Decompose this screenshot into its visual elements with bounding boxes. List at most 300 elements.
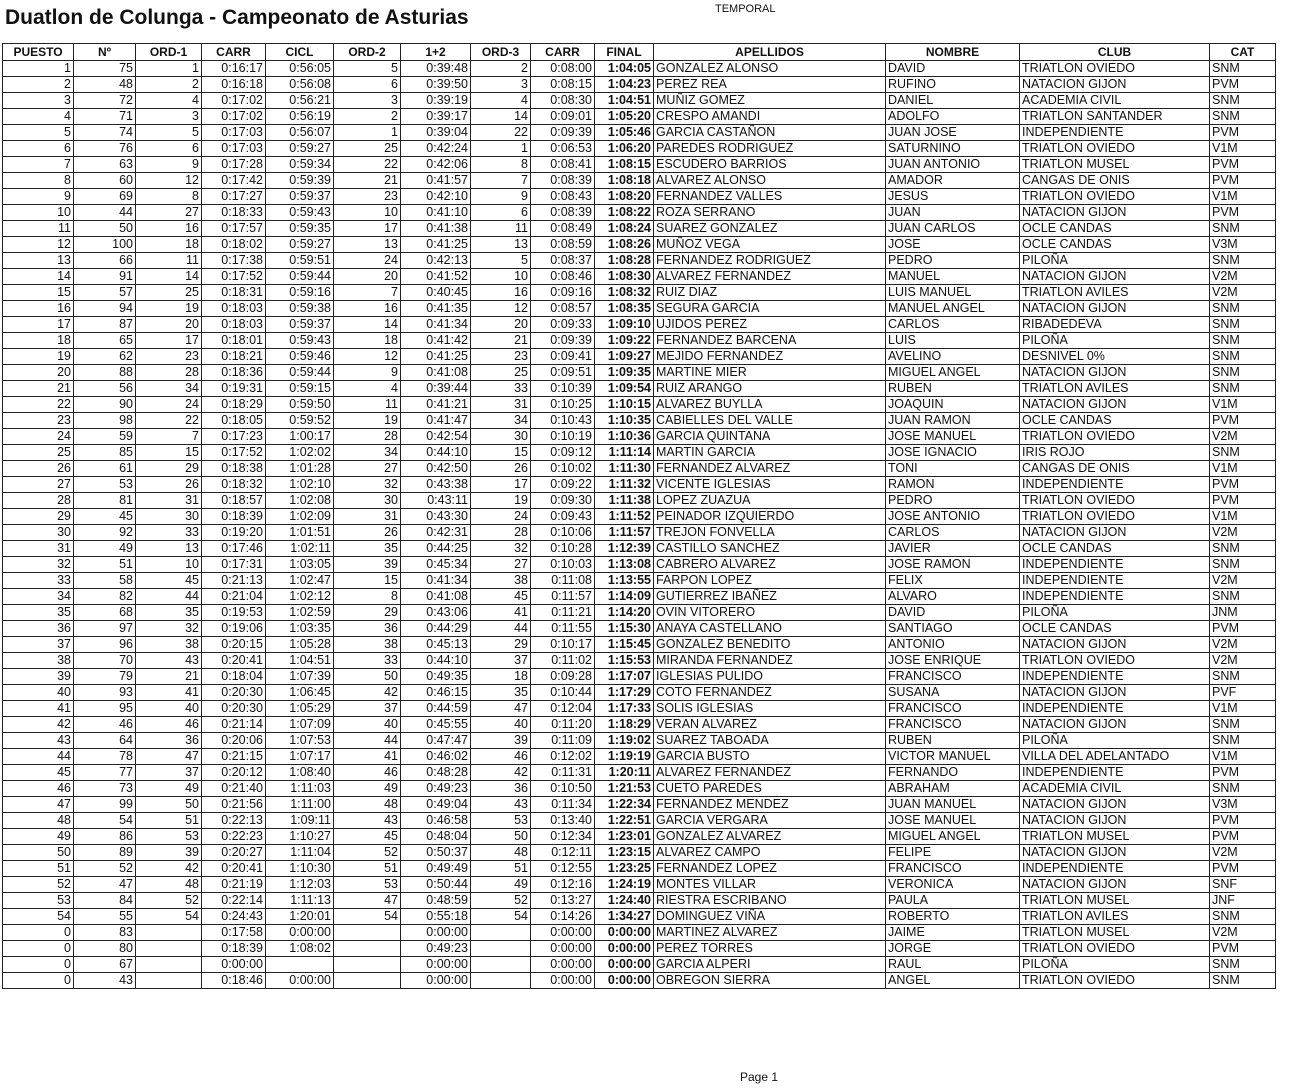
- cell-final: 1:09:22: [595, 333, 654, 349]
- cell-final: 1:23:01: [595, 829, 654, 845]
- cell-ord1: 15: [136, 445, 202, 461]
- cell-numero: 73: [74, 781, 136, 797]
- cell-club: TRIATLON MUSEL: [1020, 893, 1210, 909]
- cell-ord3: 3: [471, 77, 531, 93]
- cell-apellidos: FERNANDEZ MENDEZ: [654, 797, 886, 813]
- cell-numero: 64: [74, 733, 136, 749]
- table-row: [3, 477, 1276, 493]
- cell-nombre: FELIX: [886, 573, 1020, 589]
- cell-cicl: 0:56:21: [266, 93, 334, 109]
- cell-carr1: 0:19:20: [202, 525, 266, 541]
- cell-cat: V1M: [1210, 141, 1276, 157]
- cell-numero: 80: [74, 941, 136, 957]
- cell-puesto: 40: [3, 685, 74, 701]
- table-row: [3, 445, 1276, 461]
- cell-nombre: PEDRO: [886, 493, 1020, 509]
- cell-club: TRIATLON OVIEDO: [1020, 973, 1210, 989]
- cell-ord3: 51: [471, 861, 531, 877]
- cell-ord2: 27: [334, 461, 401, 477]
- cell-carr1: 0:18:39: [202, 509, 266, 525]
- cell-ord1: 30: [136, 509, 202, 525]
- cell-ord2: 18: [334, 333, 401, 349]
- cell-apellidos: GONZALEZ ALONSO: [654, 61, 886, 77]
- cell-cicl: 0:56:07: [266, 125, 334, 141]
- cell-club: TRIATLON OVIEDO: [1020, 61, 1210, 77]
- cell-carr2: 0:08:15: [531, 77, 595, 93]
- cell-numero: 46: [74, 717, 136, 733]
- cell-apellidos: GUTIERREZ IBAÑEZ: [654, 589, 886, 605]
- cell-cat: SNM: [1210, 973, 1276, 989]
- cell-final: 1:11:57: [595, 525, 654, 541]
- cell-nombre: RAMON: [886, 477, 1020, 493]
- cell-carr2: 0:06:53: [531, 141, 595, 157]
- cell-sum12: 0:44:25: [401, 541, 471, 557]
- cell-ord3: 6: [471, 205, 531, 221]
- cell-nombre: RUBEN: [886, 733, 1020, 749]
- cell-numero: 100: [74, 237, 136, 253]
- cell-cicl: 0:59:46: [266, 349, 334, 365]
- cell-ord2: 16: [334, 301, 401, 317]
- cell-club: TRIATLON OVIEDO: [1020, 509, 1210, 525]
- cell-ord2: 51: [334, 861, 401, 877]
- cell-ord3: 27: [471, 557, 531, 573]
- cell-ord3: 13: [471, 237, 531, 253]
- cell-carr2: 0:00:00: [531, 973, 595, 989]
- cell-cicl: 1:01:51: [266, 525, 334, 541]
- cell-ord1: 31: [136, 493, 202, 509]
- cell-carr2: 0:10:43: [531, 413, 595, 429]
- cell-carr2: 0:11:09: [531, 733, 595, 749]
- cell-ord2: 5: [334, 61, 401, 77]
- cell-ord3: 23: [471, 349, 531, 365]
- table-row: [3, 781, 1276, 797]
- cell-puesto: 39: [3, 669, 74, 685]
- cell-numero: 95: [74, 701, 136, 717]
- cell-carr2: 0:08:39: [531, 205, 595, 221]
- cell-cicl: 1:07:17: [266, 749, 334, 765]
- cell-carr1: 0:24:43: [202, 909, 266, 925]
- cell-sum12: 0:39:17: [401, 109, 471, 125]
- cell-cat: SNM: [1210, 909, 1276, 925]
- cell-club: NATACION GIJON: [1020, 269, 1210, 285]
- cell-sum12: 0:41:38: [401, 221, 471, 237]
- cell-ord3: 11: [471, 221, 531, 237]
- cell-ord3: 16: [471, 285, 531, 301]
- cell-ord1: 4: [136, 93, 202, 109]
- cell-final: 0:00:00: [595, 957, 654, 973]
- cell-ord2: 30: [334, 493, 401, 509]
- cell-ord2: 34: [334, 445, 401, 461]
- cell-cicl: 1:10:30: [266, 861, 334, 877]
- cell-puesto: 36: [3, 621, 74, 637]
- cell-cat: SNF: [1210, 877, 1276, 893]
- cell-cat: JNF: [1210, 893, 1276, 909]
- cell-cat: SNM: [1210, 957, 1276, 973]
- cell-cat: V2M: [1210, 925, 1276, 941]
- cell-apellidos: UJIDOS PEREZ: [654, 317, 886, 333]
- cell-cicl: 1:20:01: [266, 909, 334, 925]
- cell-puesto: 0: [3, 957, 74, 973]
- cell-apellidos: GARCIA QUINTANA: [654, 429, 886, 445]
- cell-ord3: 44: [471, 621, 531, 637]
- cell-final: 1:08:35: [595, 301, 654, 317]
- cell-carr1: 0:20:30: [202, 701, 266, 717]
- cell-apellidos: CUETO PAREDES: [654, 781, 886, 797]
- cell-final: 1:19:19: [595, 749, 654, 765]
- cell-ord3: 30: [471, 429, 531, 445]
- cell-cicl: 1:07:39: [266, 669, 334, 685]
- cell-sum12: 0:47:47: [401, 733, 471, 749]
- table-row: [3, 733, 1276, 749]
- cell-final: 1:17:29: [595, 685, 654, 701]
- cell-puesto: 30: [3, 525, 74, 541]
- cell-nombre: FRANCISCO: [886, 669, 1020, 685]
- cell-nombre: DAVID: [886, 605, 1020, 621]
- table-row: [3, 253, 1276, 269]
- cell-ord1: 44: [136, 589, 202, 605]
- table-row: [3, 637, 1276, 653]
- cell-carr2: 0:12:55: [531, 861, 595, 877]
- cell-carr2: 0:12:34: [531, 829, 595, 845]
- cell-club: PILOÑA: [1020, 957, 1210, 973]
- cell-ord1: 6: [136, 141, 202, 157]
- table-row: [3, 973, 1276, 989]
- cell-ord1: 3: [136, 109, 202, 125]
- cell-cicl: 1:02:11: [266, 541, 334, 557]
- cell-cicl: 1:08:40: [266, 765, 334, 781]
- cell-club: NATACION GIJON: [1020, 397, 1210, 413]
- cell-nombre: JOSE MANUEL: [886, 813, 1020, 829]
- cell-carr1: 0:17:58: [202, 925, 266, 941]
- cell-club: INDEPENDIENTE: [1020, 125, 1210, 141]
- header-row: [3, 44, 1276, 61]
- cell-nombre: FERNANDO: [886, 765, 1020, 781]
- cell-ord1: 53: [136, 829, 202, 845]
- cell-carr1: 0:20:41: [202, 861, 266, 877]
- cell-numero: 50: [74, 221, 136, 237]
- cell-sum12: 0:50:37: [401, 845, 471, 861]
- table-row: [3, 109, 1276, 125]
- cell-carr1: 0:20:30: [202, 685, 266, 701]
- cell-numero: 89: [74, 845, 136, 861]
- cell-final: 1:19:02: [595, 733, 654, 749]
- cell-ord3: 32: [471, 541, 531, 557]
- cell-cat: PVM: [1210, 493, 1276, 509]
- table-row: [3, 765, 1276, 781]
- cell-ord1: 39: [136, 845, 202, 861]
- cell-carr1: 0:18:36: [202, 365, 266, 381]
- cell-ord1: [136, 973, 202, 989]
- cell-apellidos: SUAREZ GONZALEZ: [654, 221, 886, 237]
- cell-carr1: 0:19:31: [202, 381, 266, 397]
- cell-carr1: 0:22:23: [202, 829, 266, 845]
- cell-apellidos: MEJIDO FERNANDEZ: [654, 349, 886, 365]
- cell-puesto: 6: [3, 141, 74, 157]
- cell-club: ACADEMIA CIVIL: [1020, 781, 1210, 797]
- page-title: Duatlon de Colunga - Campeonato de Asturias: [5, 6, 469, 29]
- cell-sum12: 0:00:00: [401, 925, 471, 941]
- table-row: [3, 413, 1276, 429]
- cell-cicl: [266, 957, 334, 973]
- cell-club: TRIATLON OVIEDO: [1020, 141, 1210, 157]
- cell-carr1: 0:20:27: [202, 845, 266, 861]
- cell-ord3: 49: [471, 877, 531, 893]
- cell-puesto: 29: [3, 509, 74, 525]
- cell-apellidos: VERAN ALVAREZ: [654, 717, 886, 733]
- cell-puesto: 28: [3, 493, 74, 509]
- cell-nombre: SANTIAGO: [886, 621, 1020, 637]
- cell-numero: 94: [74, 301, 136, 317]
- cell-cat: V2M: [1210, 637, 1276, 653]
- cell-cicl: 1:07:53: [266, 733, 334, 749]
- cell-cat: SNM: [1210, 365, 1276, 381]
- col-header-nombre: NOMBRE: [886, 44, 1020, 61]
- cell-final: 1:34:27: [595, 909, 654, 925]
- cell-final: 1:23:15: [595, 845, 654, 861]
- cell-numero: 97: [74, 621, 136, 637]
- cell-puesto: 12: [3, 237, 74, 253]
- table-row: [3, 525, 1276, 541]
- cell-numero: 44: [74, 205, 136, 221]
- cell-cat: V2M: [1210, 653, 1276, 669]
- cell-numero: 55: [74, 909, 136, 925]
- cell-nombre: AMADOR: [886, 173, 1020, 189]
- cell-cat: V2M: [1210, 573, 1276, 589]
- table-row: [3, 589, 1276, 605]
- cell-ord2: 2: [334, 109, 401, 125]
- cell-cat: V2M: [1210, 285, 1276, 301]
- cell-apellidos: GARCIA CASTAÑON: [654, 125, 886, 141]
- cell-numero: 56: [74, 381, 136, 397]
- cell-sum12: 0:41:35: [401, 301, 471, 317]
- cell-apellidos: ROZA SERRANO: [654, 205, 886, 221]
- cell-puesto: 46: [3, 781, 74, 797]
- cell-cat: JNM: [1210, 605, 1276, 621]
- cell-sum12: 0:42:50: [401, 461, 471, 477]
- cell-sum12: 0:41:47: [401, 413, 471, 429]
- cell-ord3: 17: [471, 477, 531, 493]
- cell-cat: PVM: [1210, 765, 1276, 781]
- cell-carr1: 0:17:46: [202, 541, 266, 557]
- cell-sum12: 0:41:08: [401, 365, 471, 381]
- cell-nombre: JESUS: [886, 189, 1020, 205]
- cell-club: INDEPENDIENTE: [1020, 589, 1210, 605]
- cell-nombre: RUBEN: [886, 381, 1020, 397]
- table-row: [3, 173, 1276, 189]
- cell-nombre: JOSE ANTONIO: [886, 509, 1020, 525]
- cell-puesto: 37: [3, 637, 74, 653]
- cell-sum12: 0:45:55: [401, 717, 471, 733]
- cell-ord3: 45: [471, 589, 531, 605]
- cell-numero: 47: [74, 877, 136, 893]
- cell-cicl: 0:00:00: [266, 925, 334, 941]
- cell-nombre: JUAN RAMON: [886, 413, 1020, 429]
- table-row: [3, 717, 1276, 733]
- cell-ord2: 31: [334, 509, 401, 525]
- cell-numero: 58: [74, 573, 136, 589]
- cell-ord1: 51: [136, 813, 202, 829]
- cell-puesto: 53: [3, 893, 74, 909]
- cell-nombre: PAULA: [886, 893, 1020, 909]
- cell-puesto: 17: [3, 317, 74, 333]
- cell-numero: 53: [74, 477, 136, 493]
- cell-sum12: 0:49:04: [401, 797, 471, 813]
- table-row: [3, 653, 1276, 669]
- cell-puesto: 54: [3, 909, 74, 925]
- table-row: [3, 237, 1276, 253]
- cell-carr1: 0:21:04: [202, 589, 266, 605]
- cell-ord1: 45: [136, 573, 202, 589]
- cell-sum12: 0:44:10: [401, 653, 471, 669]
- cell-cicl: 0:59:27: [266, 141, 334, 157]
- cell-nombre: MIGUEL ANGEL: [886, 365, 1020, 381]
- cell-final: 1:11:32: [595, 477, 654, 493]
- cell-club: TRIATLON OVIEDO: [1020, 653, 1210, 669]
- cell-numero: 45: [74, 509, 136, 525]
- cell-carr2: 0:09:43: [531, 509, 595, 525]
- cell-carr1: 0:17:57: [202, 221, 266, 237]
- cell-carr1: 0:18:32: [202, 477, 266, 493]
- cell-ord1: 18: [136, 237, 202, 253]
- cell-nombre: JUAN: [886, 205, 1020, 221]
- cell-nombre: MIGUEL ANGEL: [886, 829, 1020, 845]
- table-row: [3, 93, 1276, 109]
- cell-cicl: 1:00:17: [266, 429, 334, 445]
- cell-nombre: JOSE IGNACIO: [886, 445, 1020, 461]
- cell-numero: 82: [74, 589, 136, 605]
- cell-ord2: 45: [334, 829, 401, 845]
- cell-ord2: 33: [334, 653, 401, 669]
- cell-puesto: 44: [3, 749, 74, 765]
- cell-numero: 98: [74, 413, 136, 429]
- cell-cat: SNM: [1210, 381, 1276, 397]
- cell-cat: V1M: [1210, 749, 1276, 765]
- cell-ord2: 35: [334, 541, 401, 557]
- cell-puesto: 41: [3, 701, 74, 717]
- cell-club: OCLE CANDAS: [1020, 237, 1210, 253]
- cell-ord3: 52: [471, 893, 531, 909]
- cell-final: 0:00:00: [595, 925, 654, 941]
- cell-apellidos: ALVAREZ FERNANDEZ: [654, 765, 886, 781]
- cell-carr2: 0:10:28: [531, 541, 595, 557]
- cell-cat: PVM: [1210, 941, 1276, 957]
- cell-apellidos: MARTINE MIER: [654, 365, 886, 381]
- cell-club: NATACION GIJON: [1020, 845, 1210, 861]
- cell-sum12: 0:41:34: [401, 317, 471, 333]
- cell-final: 1:08:22: [595, 205, 654, 221]
- cell-puesto: 38: [3, 653, 74, 669]
- cell-ord1: 26: [136, 477, 202, 493]
- cell-carr1: 0:21:19: [202, 877, 266, 893]
- cell-cicl: 1:11:13: [266, 893, 334, 909]
- cell-final: 1:11:30: [595, 461, 654, 477]
- cell-numero: 75: [74, 61, 136, 77]
- cell-numero: 51: [74, 557, 136, 573]
- cell-club: NATACION GIJON: [1020, 813, 1210, 829]
- cell-ord2: 24: [334, 253, 401, 269]
- cell-carr1: 0:17:52: [202, 269, 266, 285]
- cell-numero: 85: [74, 445, 136, 461]
- table-row: [3, 285, 1276, 301]
- results-table: [2, 43, 1276, 989]
- cell-apellidos: LOPEZ ZUAZUA: [654, 493, 886, 509]
- cell-sum12: 0:42:24: [401, 141, 471, 157]
- col-header-puesto: PUESTO: [3, 44, 74, 61]
- cell-puesto: 27: [3, 477, 74, 493]
- cell-sum12: 0:41:21: [401, 397, 471, 413]
- cell-puesto: 49: [3, 829, 74, 845]
- cell-ord1: 36: [136, 733, 202, 749]
- cell-ord1: 32: [136, 621, 202, 637]
- cell-numero: 87: [74, 317, 136, 333]
- cell-cicl: 1:03:05: [266, 557, 334, 573]
- cell-final: 1:09:27: [595, 349, 654, 365]
- cell-ord2: [334, 957, 401, 973]
- cell-sum12: 0:00:00: [401, 957, 471, 973]
- cell-final: 1:22:34: [595, 797, 654, 813]
- table-row: [3, 221, 1276, 237]
- cell-numero: 70: [74, 653, 136, 669]
- cell-club: TRIATLON OVIEDO: [1020, 493, 1210, 509]
- cell-ord3: 2: [471, 61, 531, 77]
- cell-sum12: 0:39:04: [401, 125, 471, 141]
- cell-carr1: 0:18:31: [202, 285, 266, 301]
- cell-carr1: 0:21:56: [202, 797, 266, 813]
- cell-carr1: 0:17:03: [202, 125, 266, 141]
- cell-carr2: 0:10:19: [531, 429, 595, 445]
- cell-sum12: 0:40:45: [401, 285, 471, 301]
- cell-ord1: 34: [136, 381, 202, 397]
- cell-ord3: 26: [471, 461, 531, 477]
- table-row: [3, 893, 1276, 909]
- cell-carr2: 0:09:39: [531, 125, 595, 141]
- cell-puesto: 51: [3, 861, 74, 877]
- cell-cat: SNM: [1210, 333, 1276, 349]
- cell-nombre: PEDRO: [886, 253, 1020, 269]
- cell-ord3: 41: [471, 605, 531, 621]
- cell-cicl: 1:02:02: [266, 445, 334, 461]
- cell-nombre: FRANCISCO: [886, 701, 1020, 717]
- cell-carr2: 0:08:59: [531, 237, 595, 253]
- cell-nombre: MANUEL ANGEL: [886, 301, 1020, 317]
- cell-cat: V2M: [1210, 525, 1276, 541]
- table-row: [3, 205, 1276, 221]
- cell-final: 1:24:19: [595, 877, 654, 893]
- cell-cicl: 0:59:50: [266, 397, 334, 413]
- cell-carr2: 0:08:46: [531, 269, 595, 285]
- cell-ord1: 23: [136, 349, 202, 365]
- cell-apellidos: FERNANDEZ RODRIGUEZ: [654, 253, 886, 269]
- cell-apellidos: COTO FERNANDEZ: [654, 685, 886, 701]
- cell-sum12: 0:42:06: [401, 157, 471, 173]
- cell-ord3: [471, 957, 531, 973]
- cell-apellidos: MARTINEZ ALVAREZ: [654, 925, 886, 941]
- cell-carr2: 0:10:17: [531, 637, 595, 653]
- cell-puesto: 4: [3, 109, 74, 125]
- cell-puesto: 19: [3, 349, 74, 365]
- cell-nombre: LUIS: [886, 333, 1020, 349]
- cell-final: 1:08:28: [595, 253, 654, 269]
- cell-carr2: 0:11:21: [531, 605, 595, 621]
- cell-cat: SNM: [1210, 349, 1276, 365]
- cell-apellidos: SEGURA GARCIA: [654, 301, 886, 317]
- cell-carr1: 0:18:21: [202, 349, 266, 365]
- cell-apellidos: CABRERO ALVAREZ: [654, 557, 886, 573]
- cell-nombre: JUAN MANUEL: [886, 797, 1020, 813]
- cell-ord2: 4: [334, 381, 401, 397]
- cell-nombre: JOSE RAMON: [886, 557, 1020, 573]
- cell-carr1: 0:18:46: [202, 973, 266, 989]
